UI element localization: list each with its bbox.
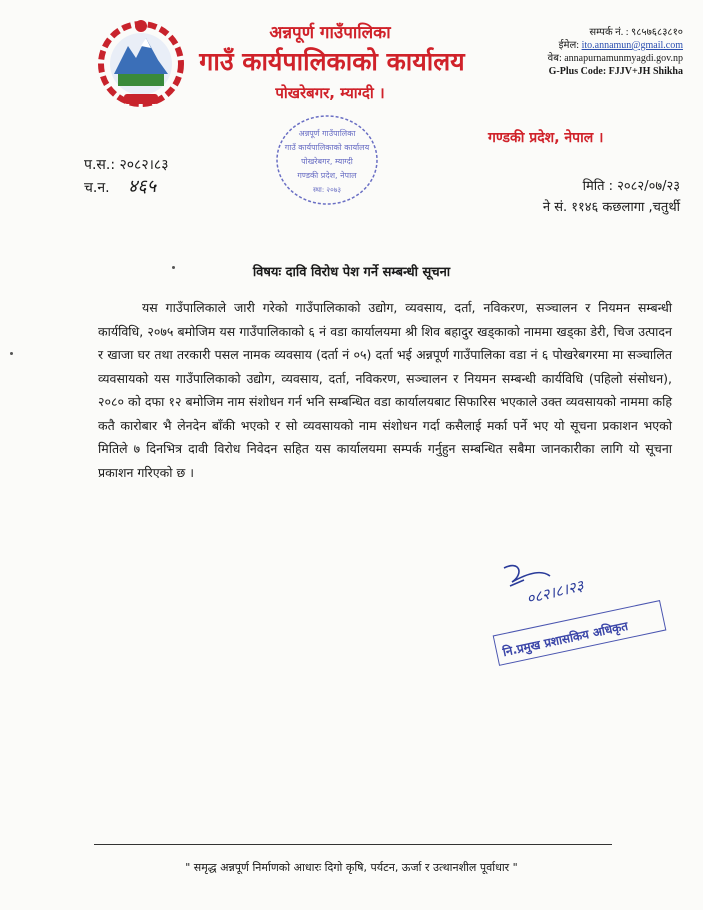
stamp-line: अन्नपूर्ण गाउँपालिका (298, 129, 356, 138)
notice-subject: विषयः दावि विरोध पेश गर्ने सम्बन्धी सूचना (252, 265, 451, 280)
contact-email-link[interactable]: ito.annamun@gmail.com (581, 40, 683, 51)
office-location: पोखरेबगर, म्याग्दी । (275, 84, 385, 102)
signature-stamp-text: नि.प्रमुख प्रशासकिय अधिकृत (501, 618, 630, 660)
province-name: गण्डकी प्रदेश, नेपाल । (488, 130, 604, 146)
contact-email-label: ईमेल: (558, 40, 580, 51)
signature (490, 560, 670, 670)
notice-body: यस गाउँपालिकाले जारी गरेको गाउँपालिकाको उद्योग, व्यवसाय, दर्ता, नविकरण, सञ्चालन र नियमन सम्बन्धी कार्यविधि, २०७५ बमोजिम यस गाउँपालिकाको ६ नं वडा कार्यालयमा श्री शिव बहादुर खड्काको नाममा खड्का डेरी, चिज उत्पादन र खाजा घर तथा तरकारी पसल नामक व्यवसाय (दर्ता नं ०५) दर्ता भई अन्नपूर्ण गाउँपालिका वडा नं ६ पोखरेबगरमा मा सञ्चालित व्यवसायको यस गाउँपालिकाको उद्योग, व्यवसाय, दर्ता, नविकरण, सञ्चालन र नियमन सम्बन्धी कार्यविधि (पहिलो संसोधन), २०८० को दफा १२ बमोजिम नाम संशोधन गर्न भनि सम्बन्धित वडा कार्यालयबाट सिफारिस भएकाले उक्त व्यवसायको नाममा कहि कतै कारोबार भै लेनदेन बाँकी भएको र सो व्यवसायको नाम संशोधन गर्दा कसैलाई मर्का पर्ने भए यो सूचना प्रकाशन भएको मितिले ७ दिनभित्र दावी विरोध निवेदन सहित यस कार्यालयमा सम्पर्क गर्नुहुन सम्बन्धित सबैमा जानकारीका लागि यो सूचना प्रकाशन गरिएको छ । (98, 300, 672, 480)
patra-sankhya: प.स.: २०८२।८३ (84, 157, 169, 173)
contact-block (478, 26, 683, 78)
date-miti: मिति : २०८२/०७/२३ (582, 179, 680, 194)
stamp-line: गाउँ कार्यपालिकाको कार्यालय (284, 143, 370, 152)
municipality-name: अन्नपूर्ण गाउँपालिका (269, 23, 391, 43)
reference-block (84, 154, 168, 199)
chalani-label: च.न. (84, 180, 110, 196)
speck (10, 352, 13, 355)
stamp-line: गण्डकी प्रदेश, नेपाल (297, 171, 357, 180)
stamp-line: स्था: २०७३ (312, 186, 342, 194)
stamp-line: पोखरेबगर, म्याग्दी (301, 157, 353, 166)
chalani-row (84, 176, 168, 199)
contact-plus-code: G-Plus Code: FJJV+JH Shikha (548, 66, 683, 77)
date-block (440, 176, 680, 218)
chalani-handwritten: ४६५ (128, 176, 157, 197)
date-nepal-sambat: ने सं. ११४६ कछलागा ,चतुर्थी (542, 200, 680, 215)
contact-web: वेब: annapurnamunmyagdi.gov.np (547, 53, 683, 64)
footer-slogan: " समृद्ध अन्नपूर्ण निर्माणको आधारः दिगो कृषि, पर्यटन, ऊर्जा र उत्थानशील पूर्वाधार " (185, 861, 518, 874)
office-title: गाउँ कार्यपालिकाको कार्यालय (199, 47, 465, 76)
office-stamp (272, 112, 382, 208)
nepal-emblem-icon (96, 16, 186, 112)
contact-phone: सम्पर्क नं. : ९८५७६८३८१० (589, 27, 683, 38)
footer-divider (94, 844, 612, 845)
contact-email-row (478, 39, 683, 52)
signature-date: ०८२।८।२३ (524, 576, 586, 608)
